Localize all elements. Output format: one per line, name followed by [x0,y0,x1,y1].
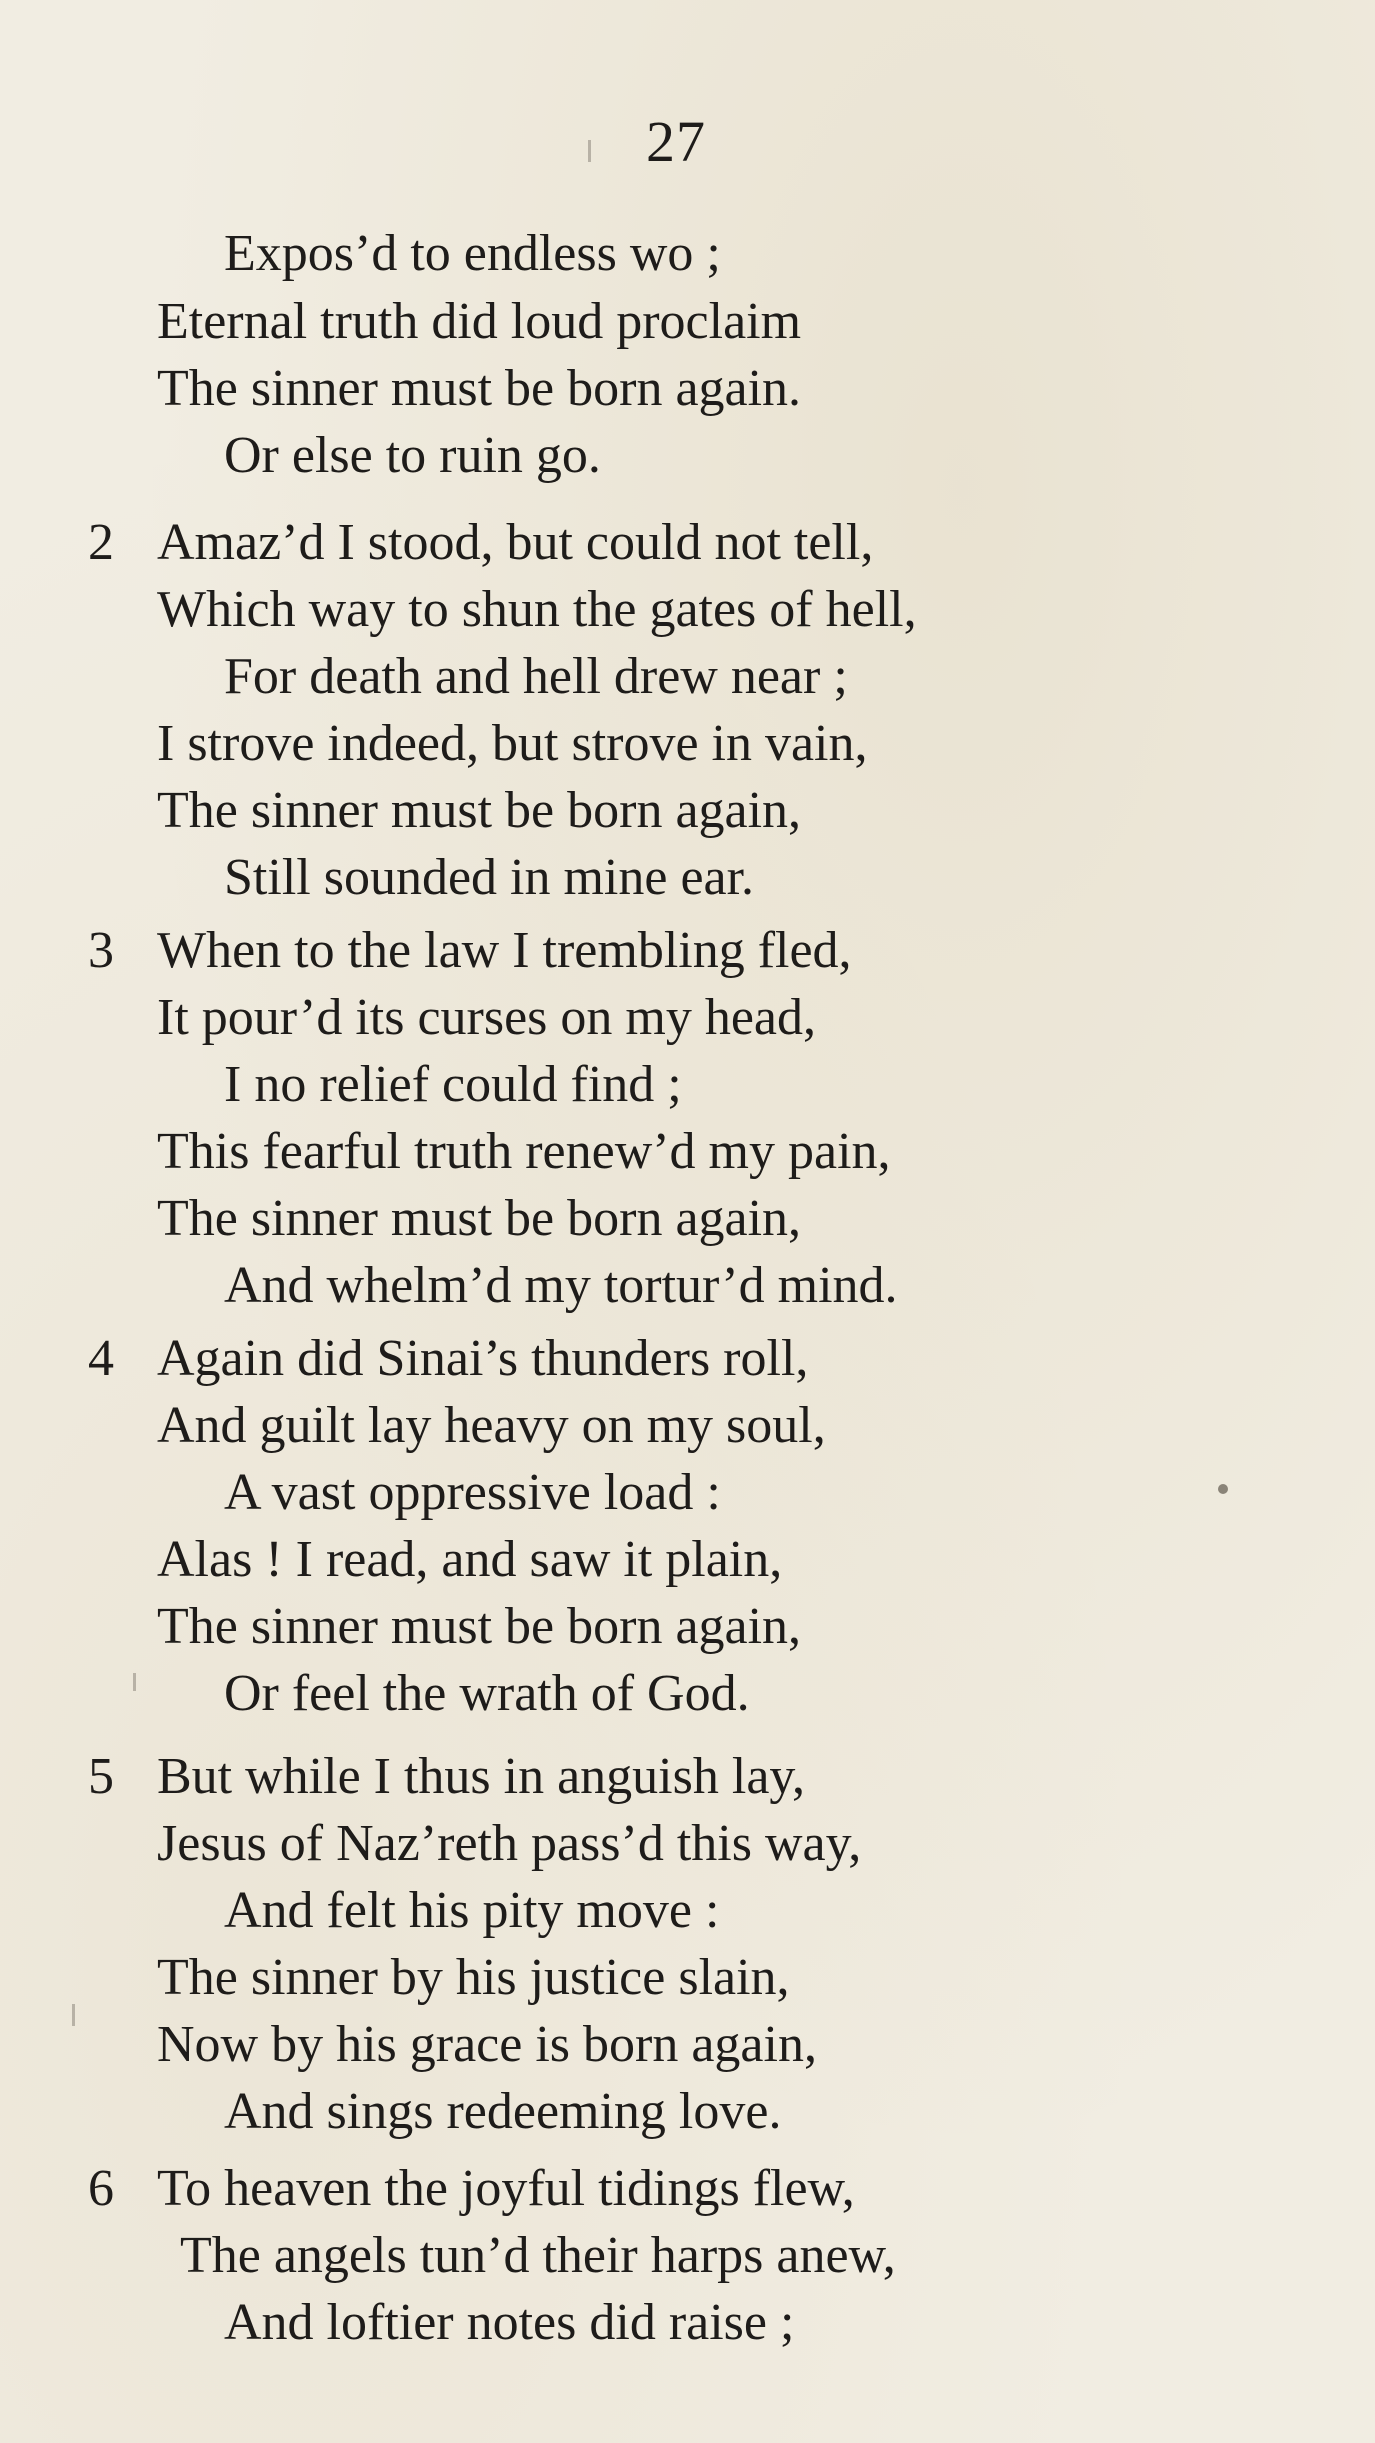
verse-line: Still sounded in mine ear. [224,849,755,906]
verse-line: I strove indeed, but strove in vain, [157,715,868,772]
verse-line: Or feel the wrath of God. [224,1665,750,1722]
verse-line: This fearful truth renew’d my pain, [157,1123,891,1180]
stanza-number: 5 [88,1748,114,1805]
verse-line: Jesus of Naz’reth pass’d this way, [157,1815,862,1872]
verse-line: But while I thus in anguish lay, [157,1748,806,1805]
verse-line: And whelm’d my tortur’d mind. [224,1257,898,1314]
verse-line: Alas ! I read, and saw it plain, [157,1531,783,1588]
verse-line: For death and hell drew near ; [224,648,848,705]
verse-line: The sinner must be born again, [157,1598,802,1655]
stanza-number: 2 [88,514,114,571]
verse-line: I no relief could find ; [224,1056,682,1113]
stanza-number: 6 [88,2160,114,2217]
verse-line: Amaz’d I stood, but could not tell, [157,514,874,571]
verse-line: And guilt lay heavy on my soul, [157,1397,826,1454]
ink-speck [1218,1484,1228,1494]
paper-mark [133,1673,136,1691]
stanza-number: 4 [88,1330,114,1387]
verse-line: Now by his grace is born again, [157,2016,817,2073]
verse-line: The sinner must be born again, [157,782,802,839]
stanza-number: 3 [88,922,114,979]
verse-line: Again did Sinai’s thunders roll, [157,1330,809,1387]
verse-line: When to the law I trembling fled, [157,922,852,979]
verse-line: And loftier notes did raise ; [224,2294,795,2351]
verse-line: The sinner must be born again, [157,1190,802,1247]
verse-line: Or else to ruin go. [224,427,601,484]
verse-line: And felt his pity move : [224,1882,720,1939]
verse-line: And sings redeeming love. [224,2083,782,2140]
verse-line: The sinner must be born again. [157,360,802,417]
verse-line: Expos’d to endless wo ; [224,225,721,282]
paper-mark [72,2004,75,2026]
verse-line: The sinner by his justice slain, [157,1949,790,2006]
verse-line: Which way to shun the gates of hell, [157,581,917,638]
verse-line: It pour’d its curses on my head, [157,989,817,1046]
paper-mark [588,140,591,162]
page-number: 27 [646,109,706,174]
verse-line: Eternal truth did loud proclaim [157,293,802,350]
verse-line: To heaven the joyful tidings flew, [157,2160,855,2217]
verse-line: The angels tun’d their harps anew, [180,2227,896,2284]
verse-line: A vast oppressive load : [224,1464,721,1521]
